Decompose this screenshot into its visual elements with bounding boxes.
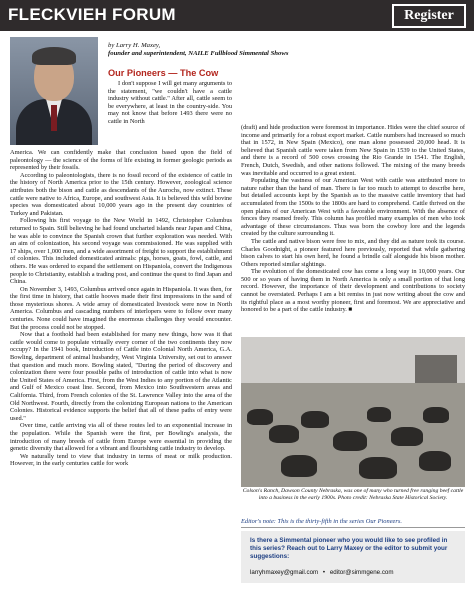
article-paragraph: (draft) and hide production were foremost in importance. Hides were the chief source of income and primarily for a robust export market. Cattle numbers had increased so much that in 1572, in New Spain (Mexico), one man alone possessed 20,000 head. It is believed that Spanish cattle were taken from New Spain in 1539 to the United States, and there is a record of 500 cows crossing the Rio Grande in 1541. The English, French, Dutch, Swedish, and other nations followed. The mixing of the many breeds was inevitable and occurred to a great extent. [241, 124, 465, 177]
article-paragraph: The cattle and native bison were free to mix, and they did as nature took its course. Charles Goodnight, a pioneer featured here previously, reported that while gathering bison calves to start his own herd, he found a brindle calf alongside his bison mother. Others reported similar sightings. [241, 237, 465, 268]
author-photo [10, 37, 98, 145]
author-role: founder and superintendent, NAILE Fullblood Simmental Shows [108, 50, 289, 57]
editor-note: Editor's note: This is the thirty-fifth in the series Our Pioneers. [241, 518, 402, 525]
article-paragraph: Now that a foothold had been established for many new things, how was it that cattle would come to populate virtually every corner of the two continents they now occupy? In the 1941 book, Introduction of Cattle into Colonial North America, G.A. Bowling, department of animal husbandry, West Virginia University, set out to answer that question and much more. Bowling stated, "During the period of discovery and colonization there were four possible paths of introduction of cattle into what is now the United States of America. First, from the West Indies to any portion of the Atlantic and Gulf of Mexico coast line. Second, from Mexico into Southwestern areas and California. Third, from French colonies of the St. Lawrence Valley into the area of the Old Northwest. Fourth, directly from the colonizing European nations to the American Colonies. Historical evidence supports the belief that all of these paths of entry were used." [10, 331, 232, 422]
email-link-larry[interactable]: larryhmaxey@gmail.com [250, 569, 319, 576]
header-bar [0, 0, 474, 31]
article-paragraph: Over time, cattle arriving via all of these routes led to an exponential increase in the population. While the Spanish were the first, per Bowling's analysis, the introduction of many breeds of cattle from Europe were essential in providing the genetic diversity that allowed for a vibrant and flourishing cattle industry to develop. [10, 422, 232, 453]
article-paragraph: On November 3, 1493, Columbus arrived once again in Hispaniola. It was then, for the first time in history, that cattle hooves made their first impressions in the sand of those mysterious shores. A wide array of domesticated livestock were now in North America. Columbus and cascading numbers of interlopers were to follow over many centuries. None could have imagined the enormous challenges they would encounter. But the process could not be stopped. [10, 285, 232, 331]
bullet-separator: • [322, 569, 326, 576]
callout-text: Is there a Simmental pioneer who you would like to see profiled in this series? Reach out to Larry Maxey or the editor to submit your suggestions: [250, 537, 448, 561]
photo-caption: Colson's Ranch, Dawson County Nebraska, was one of many who turned free ranging beef cattle into a business in the early 1900s. Photo credit: Nebraska State Historical Society. [242, 488, 464, 501]
callout-contacts [250, 569, 460, 576]
article-column-2 [241, 124, 465, 314]
article-column-1-top [108, 80, 232, 126]
article-paragraph: Populating the vastness of our American West with cattle was attributed more to nature rather than the hand of man. There is far too much to attempt to describe here, but detailed accounts kept by the Spanish as to the massive cattle inventory that had accumulated from the 1500s to the 1800s are hard to comprehend. Cattle thrived on the open plains of our American West with a favorable environment. With the absence of fences they roamed freely. This column has profiled many examples of men who took advantage of these circumstances. Thus was born the cowboy lore and the legends created by the culture surrounding it. [241, 177, 465, 238]
byline [108, 42, 468, 58]
historical-cattle-photo [241, 337, 465, 487]
section-title: FLECKVIEH FORUM [8, 5, 176, 24]
email-link-editor[interactable]: editor@simmgene.com [329, 569, 394, 576]
author-name: by Larry H. Maxey, [108, 42, 161, 49]
article-paragraph: The evolution of the domesticated cow has come a long way in 10,000 years. Our 500 or so years of having them in North America is only a small portion of that long record. However, the importance of their development and contributions to society cannot be overstated. Perhaps I am a bit remiss in just now writing about the cow and its rightful place as a most worthy pioneer, first and foremost. We are appreciative and honored to be a part of the cattle industry. ■ [241, 268, 465, 314]
article-column-1 [10, 149, 232, 468]
article-paragraph: According to paleontologists, there is no fossil record of the existence of cattle in the history of North America prior to the 15th century. However, zoological science attributes both the bison and cattle as descendants of the Aurochs, now extinct. These cattle were native to Africa, Europe, and southwest Asia. It is believed this wild bovine species was domesticated about 10,000 years ago in the present day countries of Turkey and Pakistan. [10, 171, 232, 217]
article-paragraph: America. We can confidently make that conclusion based upon the field of paleontology — the science of the forms of life existing in former geologic periods as represented by their fossils. [10, 149, 232, 172]
divider [241, 527, 465, 528]
article-paragraph: I don't suppose I will get many arguments to the statement, "we couldn't have a cattle industry without cattle." After all, cattle seem to be everywhere, at least in the country-side. You may not know that before 1493 there were no cattle in North [108, 80, 232, 125]
article-paragraph: Following his first voyage to the New World in 1492, Christopher Columbus returned to Spain. Still believing he had found uncharted islands near Japan and China, he was able to convince the Spanish crown that further exploration was needed. With an aim of colonization, his second voyage was commissioned. He was supplied with 17 ships, over 1,000 men, and a wide assortment of freight to support the establishment of colonies. This included domesticated animals: pigs, horses, goats, fowl, cattle, and others. He was ordered to expand the settlement on Hispaniola, convert the Indigenous people to Christianity, establish a trading post, and continue the quest to find Japan and China. [10, 217, 232, 286]
register-logo: Register [392, 4, 466, 28]
suggestion-callout [241, 531, 465, 583]
article-paragraph: We naturally tend to view that industry in terms of meat or milk production. However, in the early centuries cattle for work [10, 452, 232, 468]
article-heading: Our Pioneers — The Cow [108, 68, 219, 78]
